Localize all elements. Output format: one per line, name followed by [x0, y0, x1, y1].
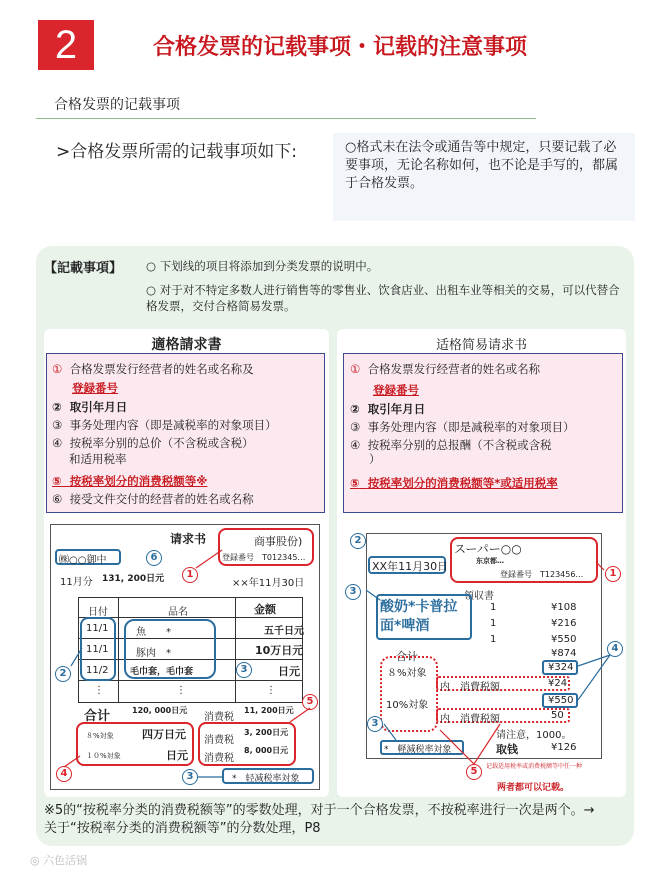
receipt-marker-1: 1	[605, 566, 621, 582]
row4-amount: ⋮	[266, 685, 276, 696]
receipt-marker-3: 3	[345, 584, 361, 600]
row3-item: 毛巾套，毛巾套	[130, 667, 194, 677]
items-note-underline: ○ 下划线的项目将添加到分类发票的说明中。	[146, 259, 379, 273]
invoice-r8-amount: 四万日元	[142, 728, 186, 741]
receipt-price-3: ¥550	[551, 634, 577, 645]
section-number-badge: 2	[38, 20, 94, 70]
receipt-inner-tax-label-10: 内 消費税額	[440, 714, 500, 725]
left-item-1: ① 合格发票发行经营者的姓名或名称及	[52, 362, 254, 376]
right-item-5: ⑤ 按税率划分的消费税额等*或适用税率	[350, 476, 558, 490]
receipt-price-2: ¥216	[551, 618, 577, 629]
receipt-title: 領収書	[464, 591, 494, 602]
format-note: ○格式未在法令或通告等中规定，只要记载了必要事项，无论名称如何，也不论是手写的，都属于合格发票。	[333, 133, 635, 221]
left-item-reg: 登録番号	[72, 381, 118, 395]
items-label: 【記載事項】	[44, 261, 123, 276]
receipt-inner-tax-8: ¥24	[548, 678, 568, 689]
invoice-reduced: * 轻减税率対象	[232, 774, 300, 784]
row2-date: 11/1	[86, 644, 109, 655]
right-item-3: ③ 事务处理内容（即是减税率的对象项目）	[350, 420, 575, 434]
receipt-store: スーパー○○	[454, 542, 522, 556]
invoice-tax10-label: 消费税	[204, 753, 234, 764]
invoice-tax-label: 消费税	[204, 712, 234, 723]
marker-6: 6	[146, 550, 162, 566]
receipt-inner-tax-10: 50	[551, 710, 564, 721]
receipt-r10-amount: ¥550	[548, 695, 574, 706]
section-title: 合格发票的记载事项	[54, 97, 180, 113]
receipt-inner-tax-label: 内 消費税額	[440, 682, 500, 693]
section-intro: >合格发票所需的记载事项如下:	[56, 142, 297, 162]
row2-amount: 10万日元	[255, 644, 304, 657]
marker-4: 4	[56, 766, 72, 782]
items-note-simple: ○ 对于对不特定多数人进行销售等的零售业、饮食店业、出租车业等相关的交易，可以代替合格发票，交付合格简易发票。	[146, 283, 620, 313]
receipt-qty-2: 1	[490, 618, 497, 629]
receipt-marker-4: 4	[607, 641, 623, 657]
invoice-tax10-value: 8, 000日元	[244, 746, 289, 755]
col-amount: 金额	[254, 603, 276, 616]
marker-5: 5	[302, 694, 318, 710]
invoice-amount: 131, 200日元	[102, 574, 165, 584]
invoice-customer: ㈱○○御中	[59, 555, 107, 566]
receipt-total: ¥874	[551, 648, 577, 659]
row3-amount: 日元	[278, 665, 300, 678]
left-item-5: ⑤ 按税率划分的消费税额等※	[52, 474, 208, 488]
col-date: 日付	[88, 607, 108, 618]
qualified-invoice-title: 適格請求書	[151, 337, 222, 353]
receipt-price-1: ¥108	[551, 602, 577, 613]
row1-item: 魚 *	[136, 627, 171, 638]
receipt-tendered-note: 请注意，1000。	[496, 730, 572, 741]
receipt-marker-2: 2	[350, 533, 366, 549]
invoice-total-value: 120, 000日元	[132, 706, 188, 715]
receipt-small-note: 记载适用税率或消费税额等中任一种	[486, 763, 583, 770]
right-item-reg: 登録番号	[373, 383, 419, 397]
receipt-total-label: 合计	[396, 650, 418, 663]
receipt-items: 酸奶*卡普拉面*啤酒	[380, 599, 458, 634]
invoice-reg: 登録番号 T012345…	[222, 553, 306, 562]
marker-2: 2	[55, 666, 71, 682]
row4-item: ⋮	[176, 685, 186, 696]
left-item-2: ② 取引年月日	[52, 400, 128, 414]
row4-date: ⋮	[94, 685, 104, 696]
invoice-month: 11月分	[60, 577, 93, 588]
receipt-qty-3: 1	[490, 634, 497, 645]
right-item-4b: ）	[369, 452, 381, 466]
row3-date: 11/2	[86, 665, 109, 676]
receipt-marker-3b: 3	[367, 716, 383, 732]
receipt-marker-5: 5	[466, 764, 482, 780]
simple-invoice-title: 适格简易请求书	[435, 338, 527, 353]
receipt-change-label: 取钱	[496, 743, 518, 756]
receipt-r8-label: ８%対象	[387, 668, 427, 679]
row2-item: 豚肉 *	[136, 648, 171, 659]
invoice-date: ××年11月30日	[232, 578, 305, 589]
left-item-4: ④ 按税率分别的总价（不含税或含税）	[52, 436, 254, 450]
invoice-tax8-label: 消费税	[204, 735, 234, 746]
invoice-title: 请求书	[170, 532, 207, 546]
receipt-branch: 东京都…	[476, 557, 504, 565]
receipt-reg: 登録番号 T123456…	[500, 570, 584, 579]
receipt-qty-1: 1	[490, 602, 497, 613]
marker-1: 1	[182, 567, 198, 583]
receipt-reduced: * 軽減税率対象	[384, 745, 452, 755]
receipt-both-ok: 两者都可以记载。	[497, 783, 570, 793]
right-item-1: ① 合格发票发行经营者的姓名或名称	[350, 362, 541, 376]
invoice-r10-label: １０%対象	[86, 752, 121, 760]
left-item-3: ③ 事务处理内容（即是减税率的对象项目）	[52, 418, 277, 432]
receipt-date: XX年11月30日	[372, 560, 449, 573]
left-item-4b: 和适用税率	[69, 452, 127, 466]
invoice-tax8-value: 3, 200日元	[244, 728, 289, 737]
footnote: ※5的“按税率分类的消费税额等”的零数处理，对于一个合格发票，不按税率进行一次是两个。→关于“按税率分类的消费税额等”的分数处理，P8	[44, 803, 595, 836]
watermark: ◎ 六色活锅	[30, 854, 88, 867]
page-title: 合格发票的记载事项・记载的注意事项	[152, 35, 527, 60]
marker-3b: 3	[182, 769, 198, 785]
invoice-total-label: 合计	[84, 709, 111, 724]
invoice-r8-label: ８%対象	[86, 732, 114, 740]
col-item: 品名	[168, 607, 188, 618]
left-item-6: ⑥ 接受文件交付的经营者的姓名或名称	[52, 492, 254, 506]
right-item-4: ④ 按税率分别的总报酬（不含税或含税	[350, 438, 552, 452]
receipt-r10-label: 10%対象	[386, 700, 429, 711]
invoice-r10-amount: 日元	[166, 749, 188, 762]
right-item-2: ② 取引年月日	[350, 402, 426, 416]
row1-amount: 五千日元	[264, 626, 304, 637]
invoice-tax-value: 11, 200日元	[244, 706, 294, 715]
receipt-change: ¥126	[551, 742, 577, 753]
marker-3: 3	[236, 662, 252, 678]
invoice-company: 商事股份)	[254, 535, 303, 548]
receipt-r8-amount: ¥324	[548, 662, 574, 673]
row1-date: 11/1	[86, 623, 109, 634]
